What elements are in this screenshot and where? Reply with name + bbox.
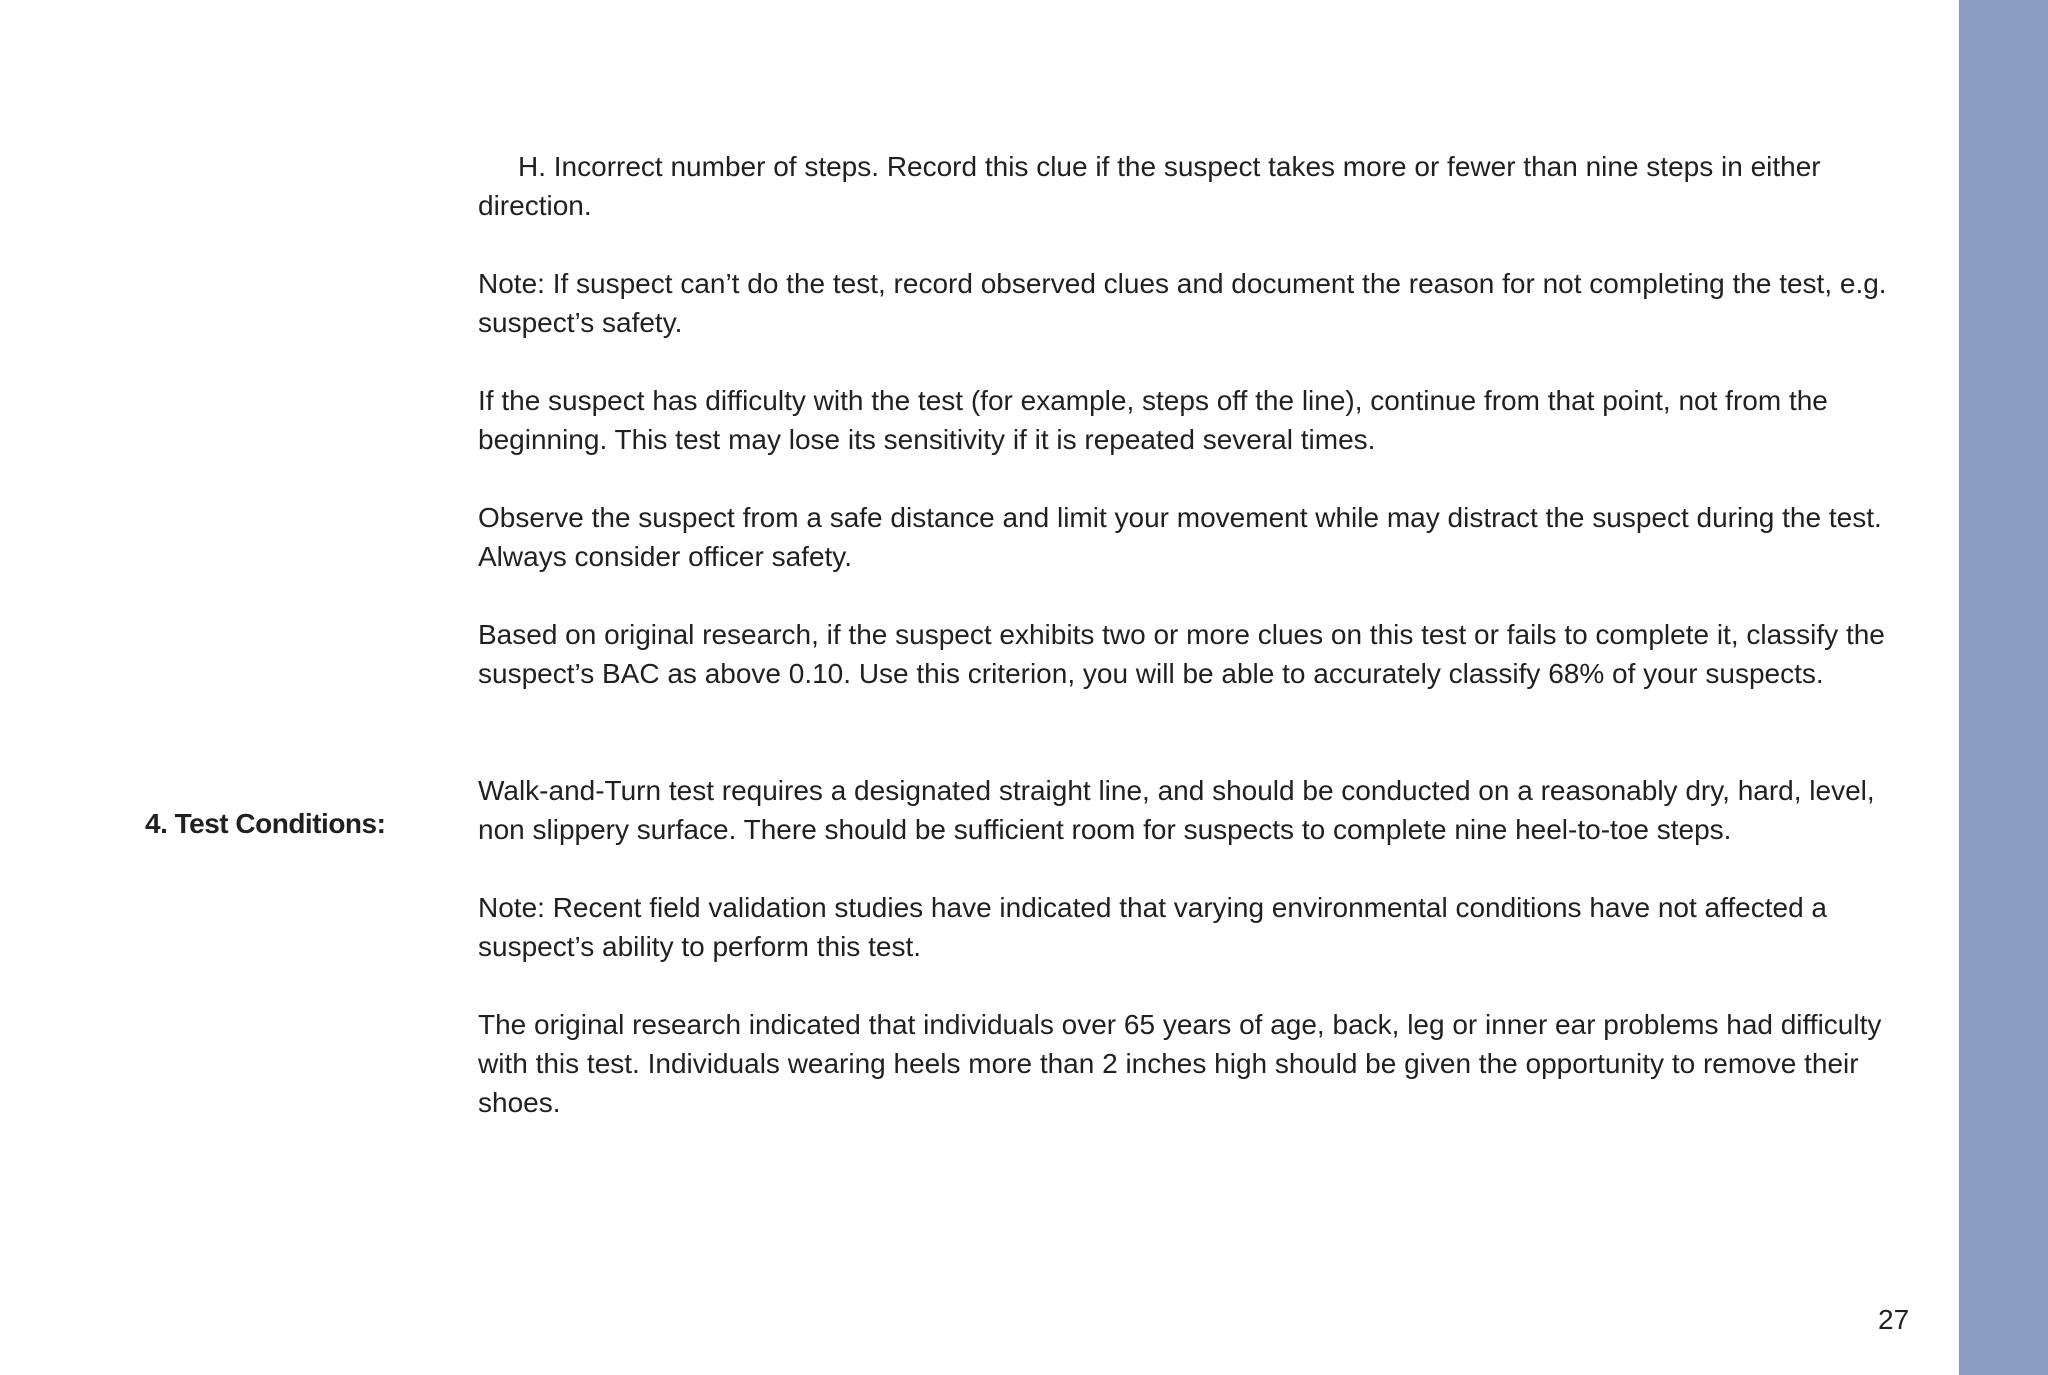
- paragraph-note-incomplete: Note: If suspect can’t do the test, record observed clues and document the reason for not completing the test, e.g. suspect’s safety.: [478, 268, 1887, 338]
- page-body: [478, 147, 1898, 1122]
- paragraph-original-research: Based on original research, if the suspect exhibits two or more clues on this test or fails to complete it, classify the suspect’s BAC as above 0.10. Use this criterion, you will be able to accurately classify 68% of your suspects.: [478, 619, 1885, 689]
- paragraph-age-limitations: The original research indicated that individuals over 65 years of age, back, leg or inner ear problems had difficulty with this test. Individuals wearing heels more than 2 inches high should be given the opportunity to remove their shoes.: [478, 1009, 1882, 1118]
- paragraph-test-conditions: Walk-and-Turn test requires a designated straight line, and should be conducted on a reasonably dry, hard, level, non slippery surface. There should be sufficient room for suspects to complete nine heel-to-toe steps.: [478, 775, 1875, 845]
- section-heading: 4. Test Conditions:: [145, 808, 386, 839]
- paragraph-observe: Observe the suspect from a safe distance and limit your movement while may distract the suspect during the test. Always consider officer safety.: [478, 502, 1882, 572]
- paragraph-incorrect-steps: H. Incorrect number of steps. Record this clue if the suspect takes more or fewer than nine steps in either direction.: [478, 151, 1821, 221]
- page-number: 27: [1878, 1304, 1910, 1335]
- side-color-band: [1959, 0, 2048, 1375]
- paragraph-difficulty: If the suspect has difficulty with the test (for example, steps off the line), continue from that point, not from the beginning. This test may lose its sensitivity if it is repeated several times.: [478, 385, 1828, 455]
- paragraph-field-validation: Note: Recent field validation studies have indicated that varying environmental conditions have not affected a suspect’s ability to perform this test.: [478, 892, 1827, 962]
